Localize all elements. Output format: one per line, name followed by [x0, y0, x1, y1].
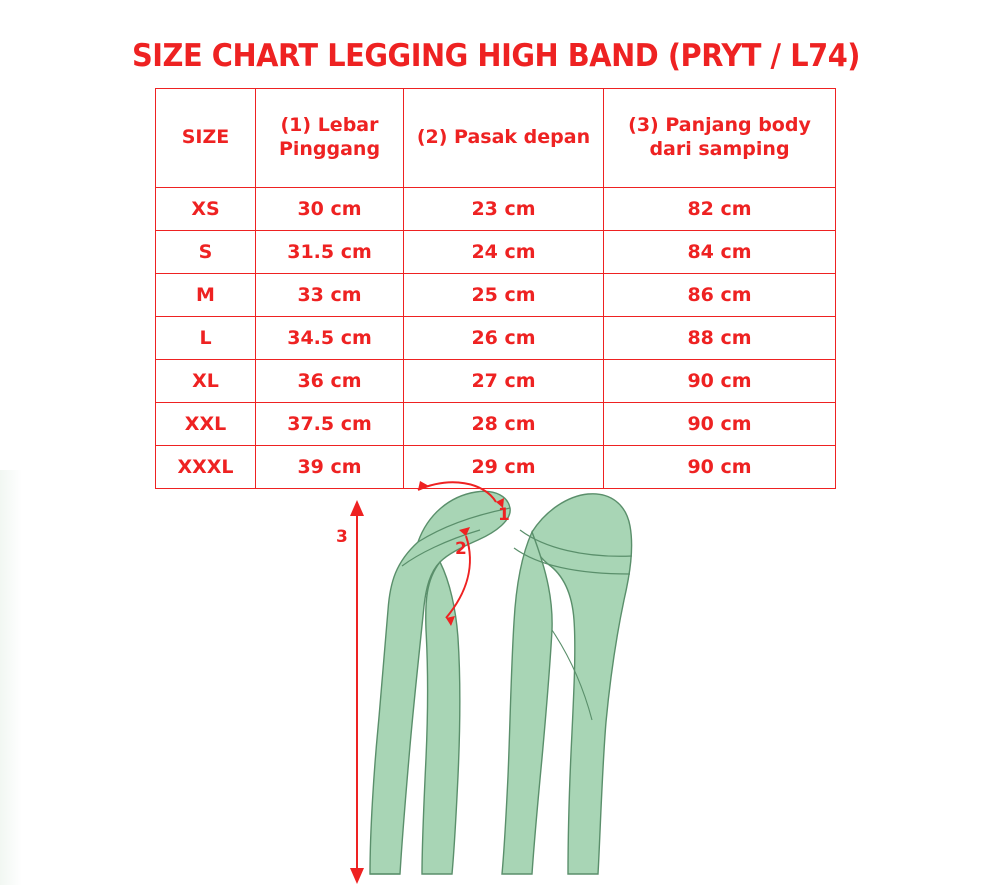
- measure-1-label: 1: [498, 505, 510, 525]
- cell-lebar-pinggang: 30 cm: [256, 188, 404, 231]
- cell-size: L: [156, 317, 256, 360]
- cell-size: XXL: [156, 403, 256, 446]
- cell-pasak-depan: 24 cm: [404, 231, 604, 274]
- cell-pasak-depan: 25 cm: [404, 274, 604, 317]
- table-row: [156, 360, 836, 403]
- measure-3-arrowhead-top: [350, 500, 364, 516]
- table-row: [156, 403, 836, 446]
- size-chart-table-container: [155, 88, 835, 489]
- cell-pasak-depan: 29 cm: [404, 446, 604, 489]
- table-header: [156, 89, 836, 188]
- cell-lebar-pinggang: 36 cm: [256, 360, 404, 403]
- column-header-panjang-body: (3) Panjang body dari samping: [604, 89, 836, 188]
- cell-size: XS: [156, 188, 256, 231]
- table-row: [156, 188, 836, 231]
- cell-lebar-pinggang: 31.5 cm: [256, 231, 404, 274]
- cell-panjang-body: 82 cm: [604, 188, 836, 231]
- size-chart-table: [155, 88, 836, 489]
- page-title: SIZE CHART LEGGING HIGH BAND (PRYT / L74): [131, 38, 861, 74]
- cell-panjang-body: 90 cm: [604, 446, 836, 489]
- legging-front-illustration: [370, 491, 510, 874]
- page-edge-gradient: [0, 470, 22, 885]
- cell-size: XXXL: [156, 446, 256, 489]
- measure-2-label: 2: [455, 539, 467, 559]
- cell-panjang-body: 90 cm: [604, 403, 836, 446]
- table-row: [156, 317, 836, 360]
- column-header-lebar-pinggang: (1) Lebar Pinggang: [256, 89, 404, 188]
- cell-lebar-pinggang: 37.5 cm: [256, 403, 404, 446]
- cell-panjang-body: 88 cm: [604, 317, 836, 360]
- cell-panjang-body: 86 cm: [604, 274, 836, 317]
- table-row: [156, 274, 836, 317]
- cell-size: XL: [156, 360, 256, 403]
- column-header-size: SIZE: [156, 89, 256, 188]
- measure-3-arrowhead-bottom: [350, 868, 364, 884]
- cell-pasak-depan: 27 cm: [404, 360, 604, 403]
- cell-lebar-pinggang: 39 cm: [256, 446, 404, 489]
- cell-pasak-depan: 23 cm: [404, 188, 604, 231]
- cell-lebar-pinggang: 33 cm: [256, 274, 404, 317]
- cell-pasak-depan: 28 cm: [404, 403, 604, 446]
- legging-back-illustration: [502, 494, 632, 874]
- cell-panjang-body: 90 cm: [604, 360, 836, 403]
- table-body: [156, 188, 836, 489]
- cell-lebar-pinggang: 34.5 cm: [256, 317, 404, 360]
- table-row: [156, 231, 836, 274]
- cell-pasak-depan: 26 cm: [404, 317, 604, 360]
- legging-measurement-diagram: [300, 470, 720, 885]
- measure-3-label: 3: [336, 527, 348, 547]
- column-header-pasak-depan: (2) Pasak depan: [404, 89, 604, 188]
- cell-panjang-body: 84 cm: [604, 231, 836, 274]
- cell-size: M: [156, 274, 256, 317]
- table-header-row: [156, 89, 836, 188]
- cell-size: S: [156, 231, 256, 274]
